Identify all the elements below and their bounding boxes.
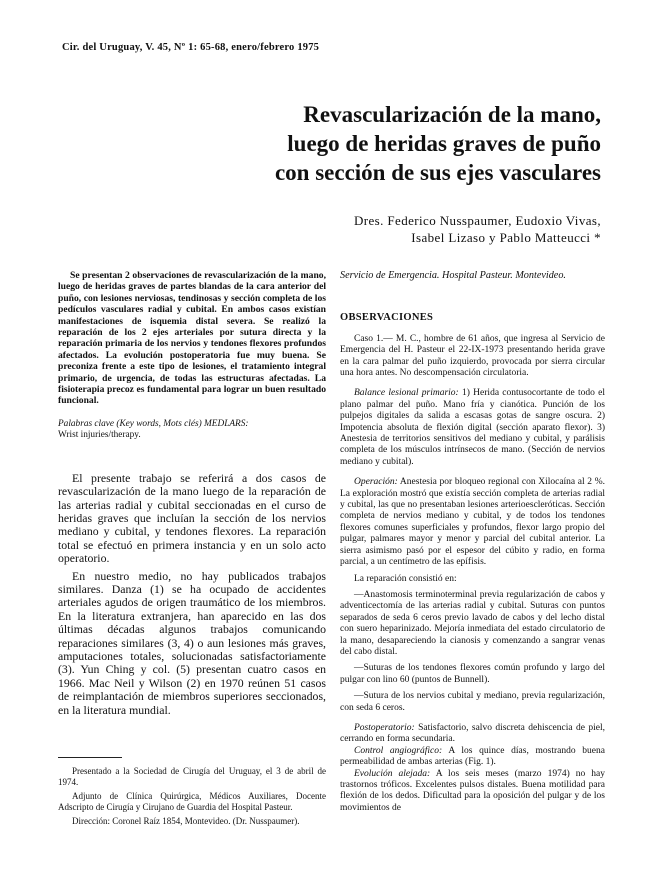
title-line-2: luego de heridas graves de puño xyxy=(287,131,601,156)
angiography-text: A los quince días, mostrando buena permeabilidad de ambas arterias (Fig. 1). xyxy=(340,745,605,768)
abstract-text: Se presentan 2 observaciones de revascularización de la mano, luego de heridas graves de partes blandas de la cara anterior del puño, con lesiones nerviosas, tendinosas y sección completa de los pedículos vasculares radial y cubital. En ambos casos existían manifestaciones de isquemia distal severa. Se realizó la reparación de los 2 ejes arteriales por sutura directa y la reparación primaria de los nervios y tendones flexores profundos afectados. La evolución postoperatoria fue muy buena. Se preconiza frente a este tipo de lesiones, el tratamiento integral primario, de urgencia, de todas las estructuras afectadas. La fisioterapia precoz es fundamental para lograr un buen resultado funcional. xyxy=(58,270,326,407)
evolution-text: A los seis meses (marzo 1974) no hay trastornos tróficos. Excelentes pulsos distales. Buena motilidad para flexión de los dedos. Dificultad para la oposición del pulgar y de los movimientos de xyxy=(340,768,605,813)
balance-paragraph xyxy=(340,388,605,468)
keywords-label: Palabras clave (Key words, Mots clés) MEDLARS: xyxy=(58,418,249,429)
footnote: Presentado a la Sociedad de Cirugía del Uruguay, el 3 de abril de 1974. xyxy=(58,766,326,787)
balance-text: 1) Herida contusocortante de todo el plano palmar del puño. Mano fría y cianótica. Punción de los pulpejos digitales da salida a escasas gotas de sangre oscura. 2) Impotencia absoluta de flexión digital (sección aparato flexor). 3) Anestesia de territorios sensitivos del mediano y cubital, y parálisis completa de los músculos intrínsecos de mano. (Sección de nervios mediano y cubital). xyxy=(340,388,605,467)
postoperative-text: Satisfactorio, salvo discreta dehiscencia de piel, cerrando en forma secundaria. xyxy=(340,722,605,745)
article-title xyxy=(275,100,601,187)
angiography-lead: Control angiográfico: xyxy=(354,745,443,756)
keywords-value: Wrist injuries/therapy. xyxy=(58,430,141,441)
authors-line-2: Isabel Lizaso y Pablo Matteucci * xyxy=(411,230,601,245)
case-1-paragraph: Caso 1.— M. C., hombre de 61 años, que ingresa al Servicio de Emergencia del H. Pasteur el 22-IX-1973 presentando herida grave en la cara palmar del puño izquierdo, provocada por sierra circular una hora antes. No descompensación circulatoria. xyxy=(340,333,605,379)
operation-text: Anestesia por bloqueo regional con Xilocaína al 2 %. La exploración mostró que existía sección completa de arterias radial y cubital, las que no presentaban lesiones arterioescleróticas. Sección completa de nervios mediano y cubital, y de todos los tendones flexores comunes superficiales y profundos, flexor largo propio del pulgar, palmares mayor y menor y parcial del cubital anterior. La sierra asimismo pasó por el espesor del cúbito y radio, en forma parcial, a un centímetro de las epífisis. xyxy=(340,477,605,568)
evolution-lead: Evolución alejada: xyxy=(354,768,431,779)
right-column xyxy=(340,270,605,819)
repair-intro: La reparación consistió en: xyxy=(354,573,457,584)
abstract xyxy=(58,270,326,407)
title-line-1: Revascularización de la mano, xyxy=(303,102,601,127)
footnotes xyxy=(58,766,326,830)
journal-citation: Cir. del Uruguay, V. 45, Nº 1: 65-68, enero/febrero 1975 xyxy=(62,42,320,53)
authors xyxy=(354,212,601,246)
title-line-3: con sección de sus ejes vasculares xyxy=(274,160,601,185)
paragraph: En nuestro medio, no hay publicados trabajos similares. Danza (1) se ha ocupado de accidentes arteriales agudos de origen traumático de los miembros. En la literatura extranjera, han aparecido en las dos últimas décadas algunos trabajos comunicando reparaciones similares (3, 4) o aun lesiones más graves, amputaciones totales, solucionadas satisfactoriamente (3). Yun Ching y col. (5) presentan cuatro casos en 1966. Mac Neil y Wilson (2) en 1970 reúnen 51 casos de reimplantación de miembros superiores seccionados, en la literatura mundial. xyxy=(58,568,326,717)
evolution-paragraph xyxy=(340,769,605,815)
paragraph: El presente trabajo se referirá a dos casos de revascularización de la mano luego de la reparación de las arterias radial y cubital seccionadas en el curso de heridas graves que incluían la sección de los nervios mediano y cubital, y tendones flexores. La reparación total se efectuó en primera instancia y en un solo acto operatorio. xyxy=(58,470,326,566)
section-heading: OBSERVACIONES xyxy=(340,311,434,323)
service-affiliation: Servicio de Emergencia. Hospital Pasteur. Montevideo. xyxy=(340,270,566,281)
authors-line-1: Dres. Federico Nusspaumer, Eudoxio Vivas, xyxy=(353,213,601,228)
repair-item: —Sutura de los nervios cubital y mediano, previa regularización, con seda 6 ceros. xyxy=(340,691,605,713)
footnote-divider xyxy=(58,757,122,758)
keywords xyxy=(58,419,326,442)
repair-item: —Suturas de los tendones flexores común profundo y largo del pulgar con lino 60 (puntos de Bunnell). xyxy=(340,663,605,685)
postoperative-paragraph xyxy=(340,723,605,746)
postoperative-lead: Postoperatorio: xyxy=(354,722,415,733)
balance-lead: Balance lesional primario: xyxy=(354,388,459,399)
introduction xyxy=(58,472,326,717)
operation-paragraph xyxy=(340,477,605,568)
left-column xyxy=(58,270,326,721)
operation-lead: Operación: xyxy=(354,477,398,488)
footnote: Dirección: Coronel Raíz 1854, Montevideo. (Dr. Nusspaumer). xyxy=(72,816,300,826)
repair-item: —Anastomosis terminoterminal previa regularización de cabos y adventicectomía de las arterias radial y cubital. Suturas con puntos separados de seda 6 ceros previo lavado de cabos y del lecho distal con suero heparinizado. Mejoría inmediata del estado circulatorio de la mano, desapareciendo la cianosis y comenzando a sangrar venas del cabo distal. xyxy=(340,589,605,657)
footnote: Adjunto de Clínica Quirúrgica, Médicos Auxiliares, Docente Adscripto de Cirugía y Cirujano de Guardia del Hospital Pasteur. xyxy=(58,791,326,812)
angiography-paragraph xyxy=(340,746,605,769)
